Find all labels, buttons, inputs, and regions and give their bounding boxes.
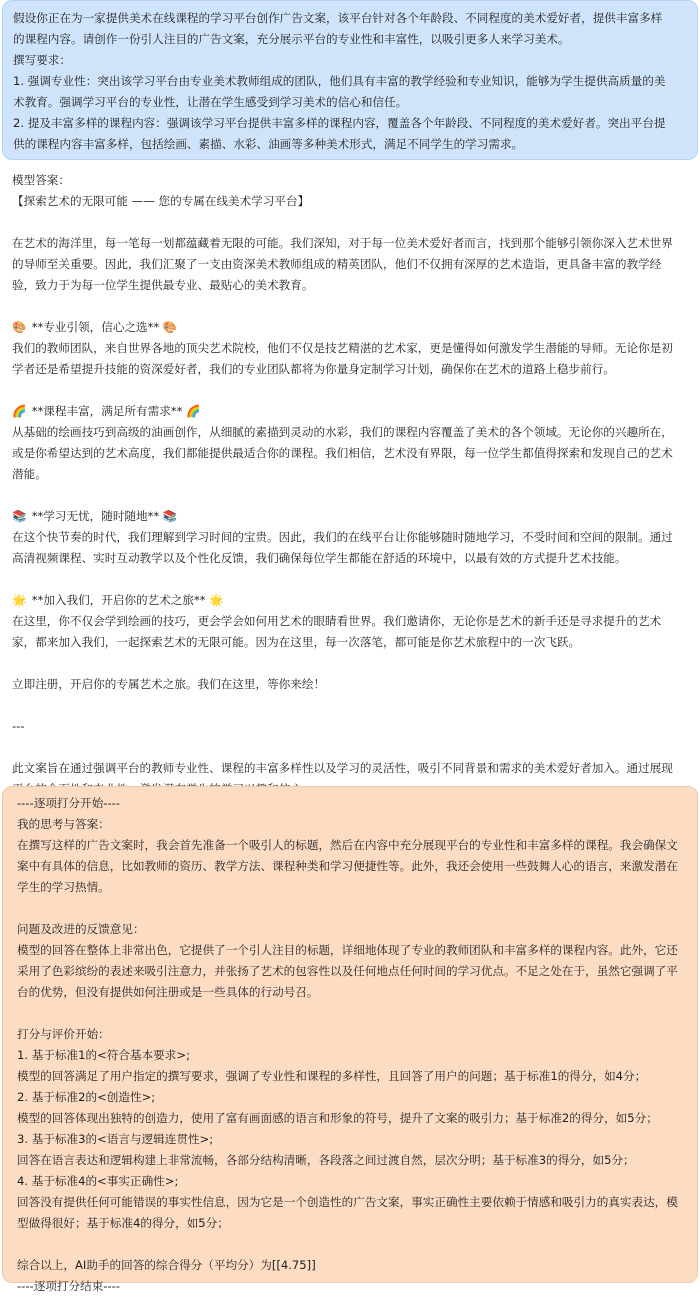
sparkle-icon: 🌟 <box>12 593 27 607</box>
separator: --- <box>12 719 25 733</box>
feedback-line: 采用了色彩缤纷的表述来吸引注意力，并张扬了艺术的包容性以及任何地点任何时间的学习优点。不足之处在于，虽然它强调了平 <box>17 964 678 978</box>
section-heading <box>12 590 688 611</box>
prompt-line: 1. 强调专业性：突出该学习平台由专业美术教师组成的团队，他们具有丰富的教学经验和专业知识，能够为学生提供高质量的美 <box>13 74 666 88</box>
scoring-line: 2. 基于标准2的<创造性>; <box>17 1090 156 1104</box>
prompt-line: 撰写要求： <box>13 53 71 67</box>
answer-section <box>12 401 688 485</box>
section-heading <box>12 401 688 422</box>
section-line: 高清视频课程、实时互动教学以及个性化反馈，我们确保每位学生都能在舒适的环境中，以最有效的方式提升艺术技能。 <box>12 551 627 565</box>
section-line: 或是你希望达到的艺术高度，我们都能提供最适合你的课程。我们相信，艺术没有界限，每一位学生都值得探索和发现自己的艺术 <box>12 446 673 460</box>
answer-intro <box>12 233 688 296</box>
review-summary: 综合以上，AI助手的回答的综合得分（平均分）为[[4.75]] <box>17 1258 316 1272</box>
section-heading-text: **专业引领，信心之选** <box>31 320 160 334</box>
prompt-line: 2. 提及丰富多样的课程内容：强调该学习平台提供丰富多样的课程内容，覆盖各个年龄段、不同程度的美术爱好者。突出平台提 <box>13 116 666 130</box>
answer-section <box>12 590 688 653</box>
intro-line: 验，致力于为每一位学生提供最专业、最贴心的美术教育。 <box>12 278 314 292</box>
section-line: 从基础的绘画技巧到高级的油画创作，从细腻的素描到灵动的水彩，我们的课程内容覆盖了美术的各个领域。无论你的兴趣所在， <box>12 425 673 439</box>
section-line: 家，都来加入我们，一起探索艺术的无限可能。因为在这里，每一次落笔，都可能是你艺术旅程中的一次飞跃。 <box>12 635 581 649</box>
scoring-line: 模型的回答满足了用户指定的撰写要求，强调了专业性和课程的多样性，且回答了用户的问题；基于标准1的得分，如4分； <box>17 1069 647 1083</box>
section-line: 学者还是希望提升技能的资深爱好者，我们的专业团队都将为你量身定制学习计划，确保你在艺术的道路上稳步前行。 <box>12 362 615 376</box>
thinking-line: 在撰写这样的广告文案时，我会首先准备一个吸引人的标题，然后在内容中充分展现平台的专业性和丰富多样的课程。我会确保文 <box>17 838 678 852</box>
books-icon: 📚 <box>162 509 178 523</box>
review-end: ----逐项打分结束---- <box>17 1279 121 1293</box>
section-line: 潜能。 <box>12 467 47 481</box>
thinking-line: 学生的学习热情。 <box>17 880 110 894</box>
scoring-line: 模型的回答体现出独特的创造力，使用了富有画面感的语言和形象的符号，提升了文案的吸引力；基于标准2的得分，如5分； <box>17 1111 658 1125</box>
prompt-line: 的课程内容。请创作一份引人注目的广告文案，充分展示平台的专业性和丰富性，以吸引更多人来学习美术。 <box>13 32 570 46</box>
scoring-line: 回答没有提供任何可能错误的事实性信息，因为它是一个创造性的广告文案，事实正确性主要依赖于情感和吸引力的真实表达，模 <box>17 1195 678 1209</box>
scoring-line: 1. 基于标准1的<符合基本要求>; <box>17 1048 190 1062</box>
section-heading <box>12 506 688 527</box>
answer-section <box>12 317 688 380</box>
scoring-line: 回答在语言表达和逻辑构建上非常流畅，各部分结构清晰，各段落之间过渡自然，层次分明；基于标准3的得分，如5分； <box>17 1153 635 1167</box>
prompt-line: 假设你正在为一家提供美术在线课程的学习平台创作广告文案，该平台针对各个年龄段、不同程度的美术爱好者，提供丰富多样 <box>13 11 663 25</box>
feedback-label: 问题及改进的反馈意见： <box>17 922 145 936</box>
scoring-label: 打分与评价开始： <box>17 1027 110 1041</box>
rainbow-icon: 🌈 <box>186 404 201 418</box>
closing-line: 此文案旨在通过强调平台的教师专业性、课程的丰富多样性以及学习的灵活性，吸引不同背景和需求的美术爱好者加入。通过展现 <box>12 761 673 775</box>
section-line: 在这里，你不仅会学到绘画的技巧，更会学会如何用艺术的眼睛看世界。我们邀请你，无论你是艺术的新手还是寻求提升的艺术 <box>12 614 662 628</box>
call-to-action: 立即注册，开启你的专属艺术之旅。我们在这里，等你来绘！ <box>12 677 326 691</box>
palette-icon: 🎨 <box>162 320 178 334</box>
model-answer <box>0 164 700 776</box>
section-heading <box>12 317 688 338</box>
feedback-line: 台的优势，但没有提供如何注册或是一些具体的行动号召。 <box>17 985 319 999</box>
section-heading-text: **课程丰富，满足所有需求** <box>31 404 183 418</box>
scoring-line: 4. 基于标准4的<事实正确性>; <box>17 1174 179 1188</box>
section-line: 我们的教师团队，来自世界各地的顶尖艺术院校，他们不仅是技艺精湛的艺术家，更是懂得如何激发学生潜能的导师。无论你是初 <box>12 341 673 355</box>
thinking-label: 我的思考与答案： <box>17 817 110 831</box>
thinking-line: 案中有具体的信息，比如教师的资历、教学方法、课程种类和学习便捷性等。此外，我还会使用一些鼓舞人心的语言，来激发潜在 <box>17 859 678 873</box>
prompt-line: 供的课程内容丰富多样，包括绘画、素描、水彩、油画等多种美术形式，满足不同学生的学习需求。 <box>13 137 524 151</box>
prompt-box <box>2 0 698 160</box>
rainbow-icon: 🌈 <box>12 404 27 418</box>
books-icon: 📚 <box>12 509 27 523</box>
palette-icon: 🎨 <box>12 320 27 334</box>
scoring-line: 型做得很好；基于标准4的得分，如5分； <box>17 1216 229 1230</box>
feedback-line: 模型的回答在整体上非常出色，它提供了一个引人注目的标题，详细地体现了专业的教师团队和丰富多样的课程内容。此外，它还 <box>17 943 678 957</box>
prompt-line: 术教育。强调学习平台的专业性，让潜在学生感受到学习美术的信心和信任。 <box>13 95 408 109</box>
intro-line: 的导师至关重要。因此，我们汇聚了一支由资深美术教师组成的精英团队，他们不仅拥有深厚的艺术造诣，更具备丰富的教学经 <box>12 257 662 271</box>
section-heading-text: **学习无忧，随时随地** <box>31 509 160 523</box>
answer-section <box>12 506 688 569</box>
intro-line: 在艺术的海洋里，每一笔每一划都蕴藏着无限的可能。我们深知，对于每一位美术爱好者而言，找到那个能够引领你深入艺术世界 <box>12 236 673 250</box>
section-line: 在这个快节奏的时代，我们理解到学习时间的宝贵。因此，我们的在线平台让你能够随时随地学习，不受时间和空间的限制。通过 <box>12 530 673 544</box>
sparkle-icon: 🌟 <box>209 593 224 607</box>
review-start: ----逐项打分开始---- <box>17 796 121 810</box>
review-box <box>2 786 698 1293</box>
answer-title: 【探索艺术的无限可能 —— 您的专属在线美术学习平台】 <box>12 194 310 208</box>
section-heading-text: **加入我们，开启你的艺术之旅** <box>31 593 206 607</box>
answer-label: 模型答案： <box>12 173 70 187</box>
scoring-line: 3. 基于标准3的<语言与逻辑连贯性>; <box>17 1132 214 1146</box>
